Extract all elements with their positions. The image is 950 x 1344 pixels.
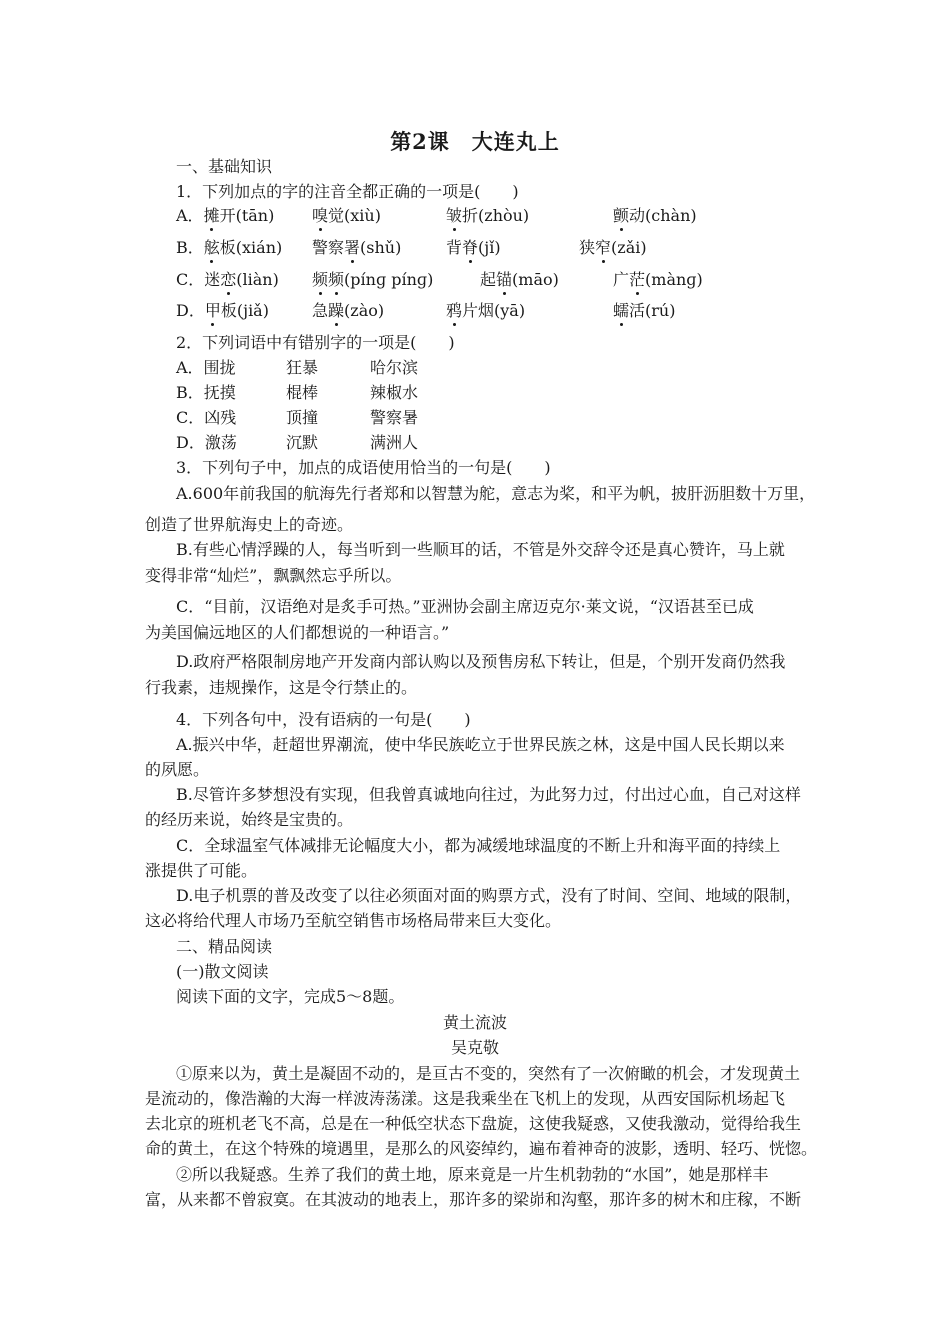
q2-option-d-3: 满洲人 — [370, 433, 419, 452]
essay-paragraph-2-line-2: 富，从来都不曾寂寞。在其波动的地表上，那许多的梁峁和沟壑，那许多的树木和庄稼，不断 — [145, 1190, 802, 1209]
essay-paragraph-1-line-4: 命的黄土，在这个特殊的境遇里，是那么的风姿绰约，遍布着神奇的波影，透明、轻巧、恍惚。 — [145, 1139, 818, 1158]
essay-paragraph-1-line-2: 是流动的，像浩瀚的大海一样波涛荡漾。这是我乘坐在飞机上的发现，从西安国际机场起飞 — [145, 1089, 786, 1108]
q2-option-a-2: 狂暴 — [286, 358, 319, 377]
q2-option-b-2: 棍棒 — [286, 383, 319, 402]
section-heading-reading: 二、精品阅读 — [176, 937, 273, 956]
q3-option-c-line-2: 为美国偏远地区的人们都想说的一种语言。” — [145, 623, 450, 642]
q3-option-d-line-1: D.政府严格限制房地产开发商内部认购以及预售房私下转让，但是，个别开发商仍然我 — [176, 652, 786, 671]
q2-option-d-2: 沉默 — [286, 433, 319, 452]
q4-option-b-line-2: 的经历来说，始终是宝贵的。 — [145, 810, 354, 829]
q2-option-b-3: 辣椒水 — [370, 383, 419, 402]
q2-option-c-1: C．凶残 — [176, 408, 237, 427]
q2-option-d-1: D．激荡 — [176, 433, 237, 452]
q1-option-d-item-1: D．甲板(jiǎ) — [176, 301, 269, 320]
reading-instruction: 阅读下面的文字，完成5～8题。 — [176, 987, 405, 1006]
q2-option-c-3: 警察暑 — [370, 408, 419, 427]
q3-option-d-line-2: 行我素，违规操作，这是令行禁止的。 — [145, 678, 418, 697]
essay-paragraph-1-line-1: ①原来以为，黄土是凝固不动的，是亘古不变的，突然有了一次俯瞰的机会，才发现黄土 — [176, 1064, 801, 1083]
essay-author: 吴克敬 — [450, 1038, 499, 1057]
q1-option-a-item-3: 皱折(zhòu) — [446, 206, 530, 225]
q3-option-c-line-1: C．“目前，汉语绝对是炙手可热。”亚洲协会副主席迈克尔·莱文说，“汉语甚至已成 — [176, 597, 754, 616]
subsection-prose-reading: (一)散文阅读 — [176, 962, 269, 981]
q4-option-d-line-1: D.电子机票的普及改变了以往必须面对面的购票方式，没有了时间、空间、地域的限制， — [176, 886, 802, 905]
q2-option-a-1: A．围拢 — [176, 358, 236, 377]
question-4-stem: 4．下列各句中，没有语病的一句是( ) — [176, 710, 471, 729]
q1-option-d-item-4: 蠕活(rú) — [613, 301, 676, 320]
q2-option-c-2: 顶撞 — [286, 408, 319, 427]
q4-option-d-line-2: 这必将给代理人市场乃至航空销售市场格局带来巨大变化。 — [145, 911, 562, 930]
q1-option-b-item-3: 背脊(jǐ) — [446, 238, 501, 257]
q1-option-c-item-3: 起锚(māo) — [480, 270, 559, 289]
q4-option-a-line-1: A.振兴中华，赶超世界潮流，使中华民族屹立于世界民族之林，这是中国人民长期以来 — [176, 735, 785, 754]
q1-option-b-item-4: 狭窄(zǎi) — [579, 238, 647, 257]
q1-option-b-item-1: B．舷板(xián) — [176, 238, 283, 257]
q1-option-c-item-2: 频频(pínɡ pínɡ) — [312, 270, 434, 289]
essay-paragraph-2-line-1: ②所以我疑惑。生养了我们的黄土地，原来竟是一片生机勃勃的“水国”，她是那样丰 — [176, 1165, 769, 1184]
essay-paragraph-1-line-3: 去北京的班机老飞不高，总是在一种低空状态下盘旋，这使我疑惑，又使我激动，觉得给我生 — [145, 1114, 802, 1133]
q4-option-c-line-1: C．全球温室气体减排无论幅度大小，都为减缓地球温度的不断上升和海平面的持续上 — [176, 836, 781, 855]
section-heading-basics: 一、基础知识 — [176, 157, 273, 176]
q3-option-a-line-2: 创造了世界航海史上的奇迹。 — [145, 515, 354, 534]
q2-option-a-3: 哈尔滨 — [370, 358, 419, 377]
lesson-title: 第2课 大连丸上 — [390, 129, 560, 154]
q1-option-c-item-1: C．迷恋(liàn) — [176, 270, 279, 289]
essay-title: 黄土流波 — [442, 1013, 507, 1032]
q1-option-a-item-2: 嗅觉(xiù) — [312, 206, 381, 225]
q4-option-a-line-2: 的夙愿。 — [145, 760, 210, 779]
q3-option-b-line-2: 变得非常“灿烂”，飘飘然忘乎所以。 — [145, 566, 402, 585]
q2-option-b-1: B．抚摸 — [176, 383, 236, 402]
q1-option-a-item-4: 颤动(chàn) — [613, 206, 697, 225]
q1-option-d-item-3: 鸦片烟(yā) — [446, 301, 526, 320]
q4-option-c-line-2: 涨提供了可能。 — [145, 861, 258, 880]
q3-option-a-line-1: A.600年前我国的航海先行者郑和以智慧为舵，意志为桨，和平为帆，披肝沥胆数十万里， — [176, 484, 816, 503]
q1-option-d-item-2: 急躁(zào) — [312, 301, 385, 320]
q1-option-a-item-1: A．摊开(tān) — [176, 206, 275, 225]
q3-option-b-line-1: B.有些心情浮躁的人，每当听到一些顺耳的话，不管是外交辞令还是真心赞许，马上就 — [176, 540, 785, 559]
q1-option-b-item-2: 警察署(shǔ) — [312, 238, 402, 257]
question-2-stem: 2．下列词语中有错别字的一项是( ) — [176, 333, 455, 352]
question-1-stem: 1．下列加点的字的注音全都正确的一项是( ) — [176, 182, 519, 201]
question-3-stem: 3．下列句子中，加点的成语使用恰当的一句是( ) — [176, 458, 551, 477]
q1-option-c-item-4: 广茫(mànɡ) — [613, 270, 703, 289]
q4-option-b-line-1: B.尽管许多梦想没有实现，但我曾真诚地向往过，为此努力过，付出过心血，自己对这样 — [176, 785, 801, 804]
